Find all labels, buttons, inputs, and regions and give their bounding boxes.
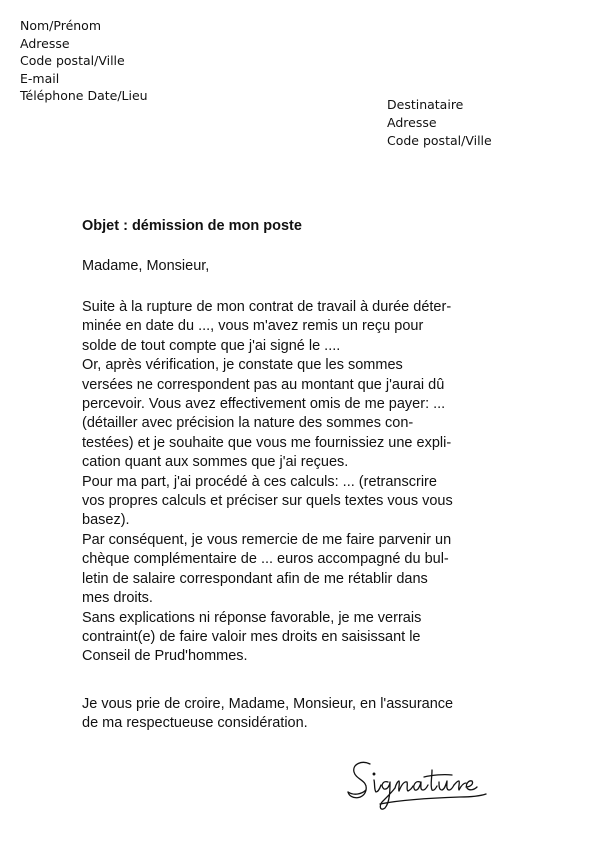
body-line: solde de tout compte que j'ai signé le .... (82, 337, 341, 354)
body-line: Suite à la rupture de mon contrat de travail à durée déter- (82, 299, 452, 315)
closing-line: de ma respectueuse considération. (82, 715, 308, 732)
salutation: Madame, Monsieur, (82, 258, 210, 274)
body-line: basez). (82, 512, 130, 529)
sender-address-block (20, 17, 148, 105)
body-line: Conseil de Prud'hommes. (82, 648, 248, 665)
body-line: chèque complémentaire de ... euros accompagné du bul- (82, 551, 449, 568)
body-line: percevoir. Vous avez effectivement omis de me payer: ... (82, 396, 446, 413)
letter-subject: Objet : démission de mon poste (82, 218, 302, 234)
body-line: versées ne correspondent pas au montant que j'aurai dû (82, 376, 445, 393)
recipient-address: Adresse (387, 115, 437, 130)
sender-postal-city: Code postal/Ville (20, 53, 125, 68)
recipient-address-block (387, 96, 492, 150)
handwritten-signature (340, 750, 500, 820)
body-line: minée en date du ..., vous m'avez remis un reçu pour (82, 318, 424, 335)
body-line: (détailler avec précision la nature des sommes con- (82, 415, 414, 432)
body-line: Sans explications ni réponse favorable, je me verrais (82, 609, 422, 626)
body-line: Or, après vérification, je constate que les sommes (82, 357, 403, 374)
sender-email: E-mail (20, 70, 60, 86)
sender-phone-date-place: Téléphone Date/Lieu (20, 88, 148, 103)
body-line: letin de salaire correspondant afin de me rétablir dans (82, 570, 428, 587)
body-line: cation quant aux sommes que j'ai reçues. (82, 454, 349, 471)
body-line: Par conséquent, je vous remercie de me faire parvenir un (82, 531, 452, 548)
recipient-name: Destinataire (387, 97, 464, 112)
recipient-postal-city: Code postal/Ville (387, 133, 492, 148)
sender-address: Adresse (20, 35, 70, 51)
body-line: mes droits. (82, 590, 153, 607)
body-line: testées) et je souhaite que vous me fournissiez une expli- (82, 434, 452, 451)
closing-line: Je vous prie de croire, Madame, Monsieur, en l'assurance (82, 696, 454, 712)
body-line: Pour ma part, j'ai procédé à ces calculs: ... (retranscrire (82, 473, 437, 490)
body-line: contraint(e) de faire valoir mes droits en saisissant le (82, 628, 421, 645)
body-line: vos propres calculs et préciser sur quels textes vous vous (82, 493, 453, 510)
closing-formula (82, 695, 453, 734)
sender-name: Nom/Prénom (20, 18, 102, 33)
letter-body (82, 298, 453, 667)
